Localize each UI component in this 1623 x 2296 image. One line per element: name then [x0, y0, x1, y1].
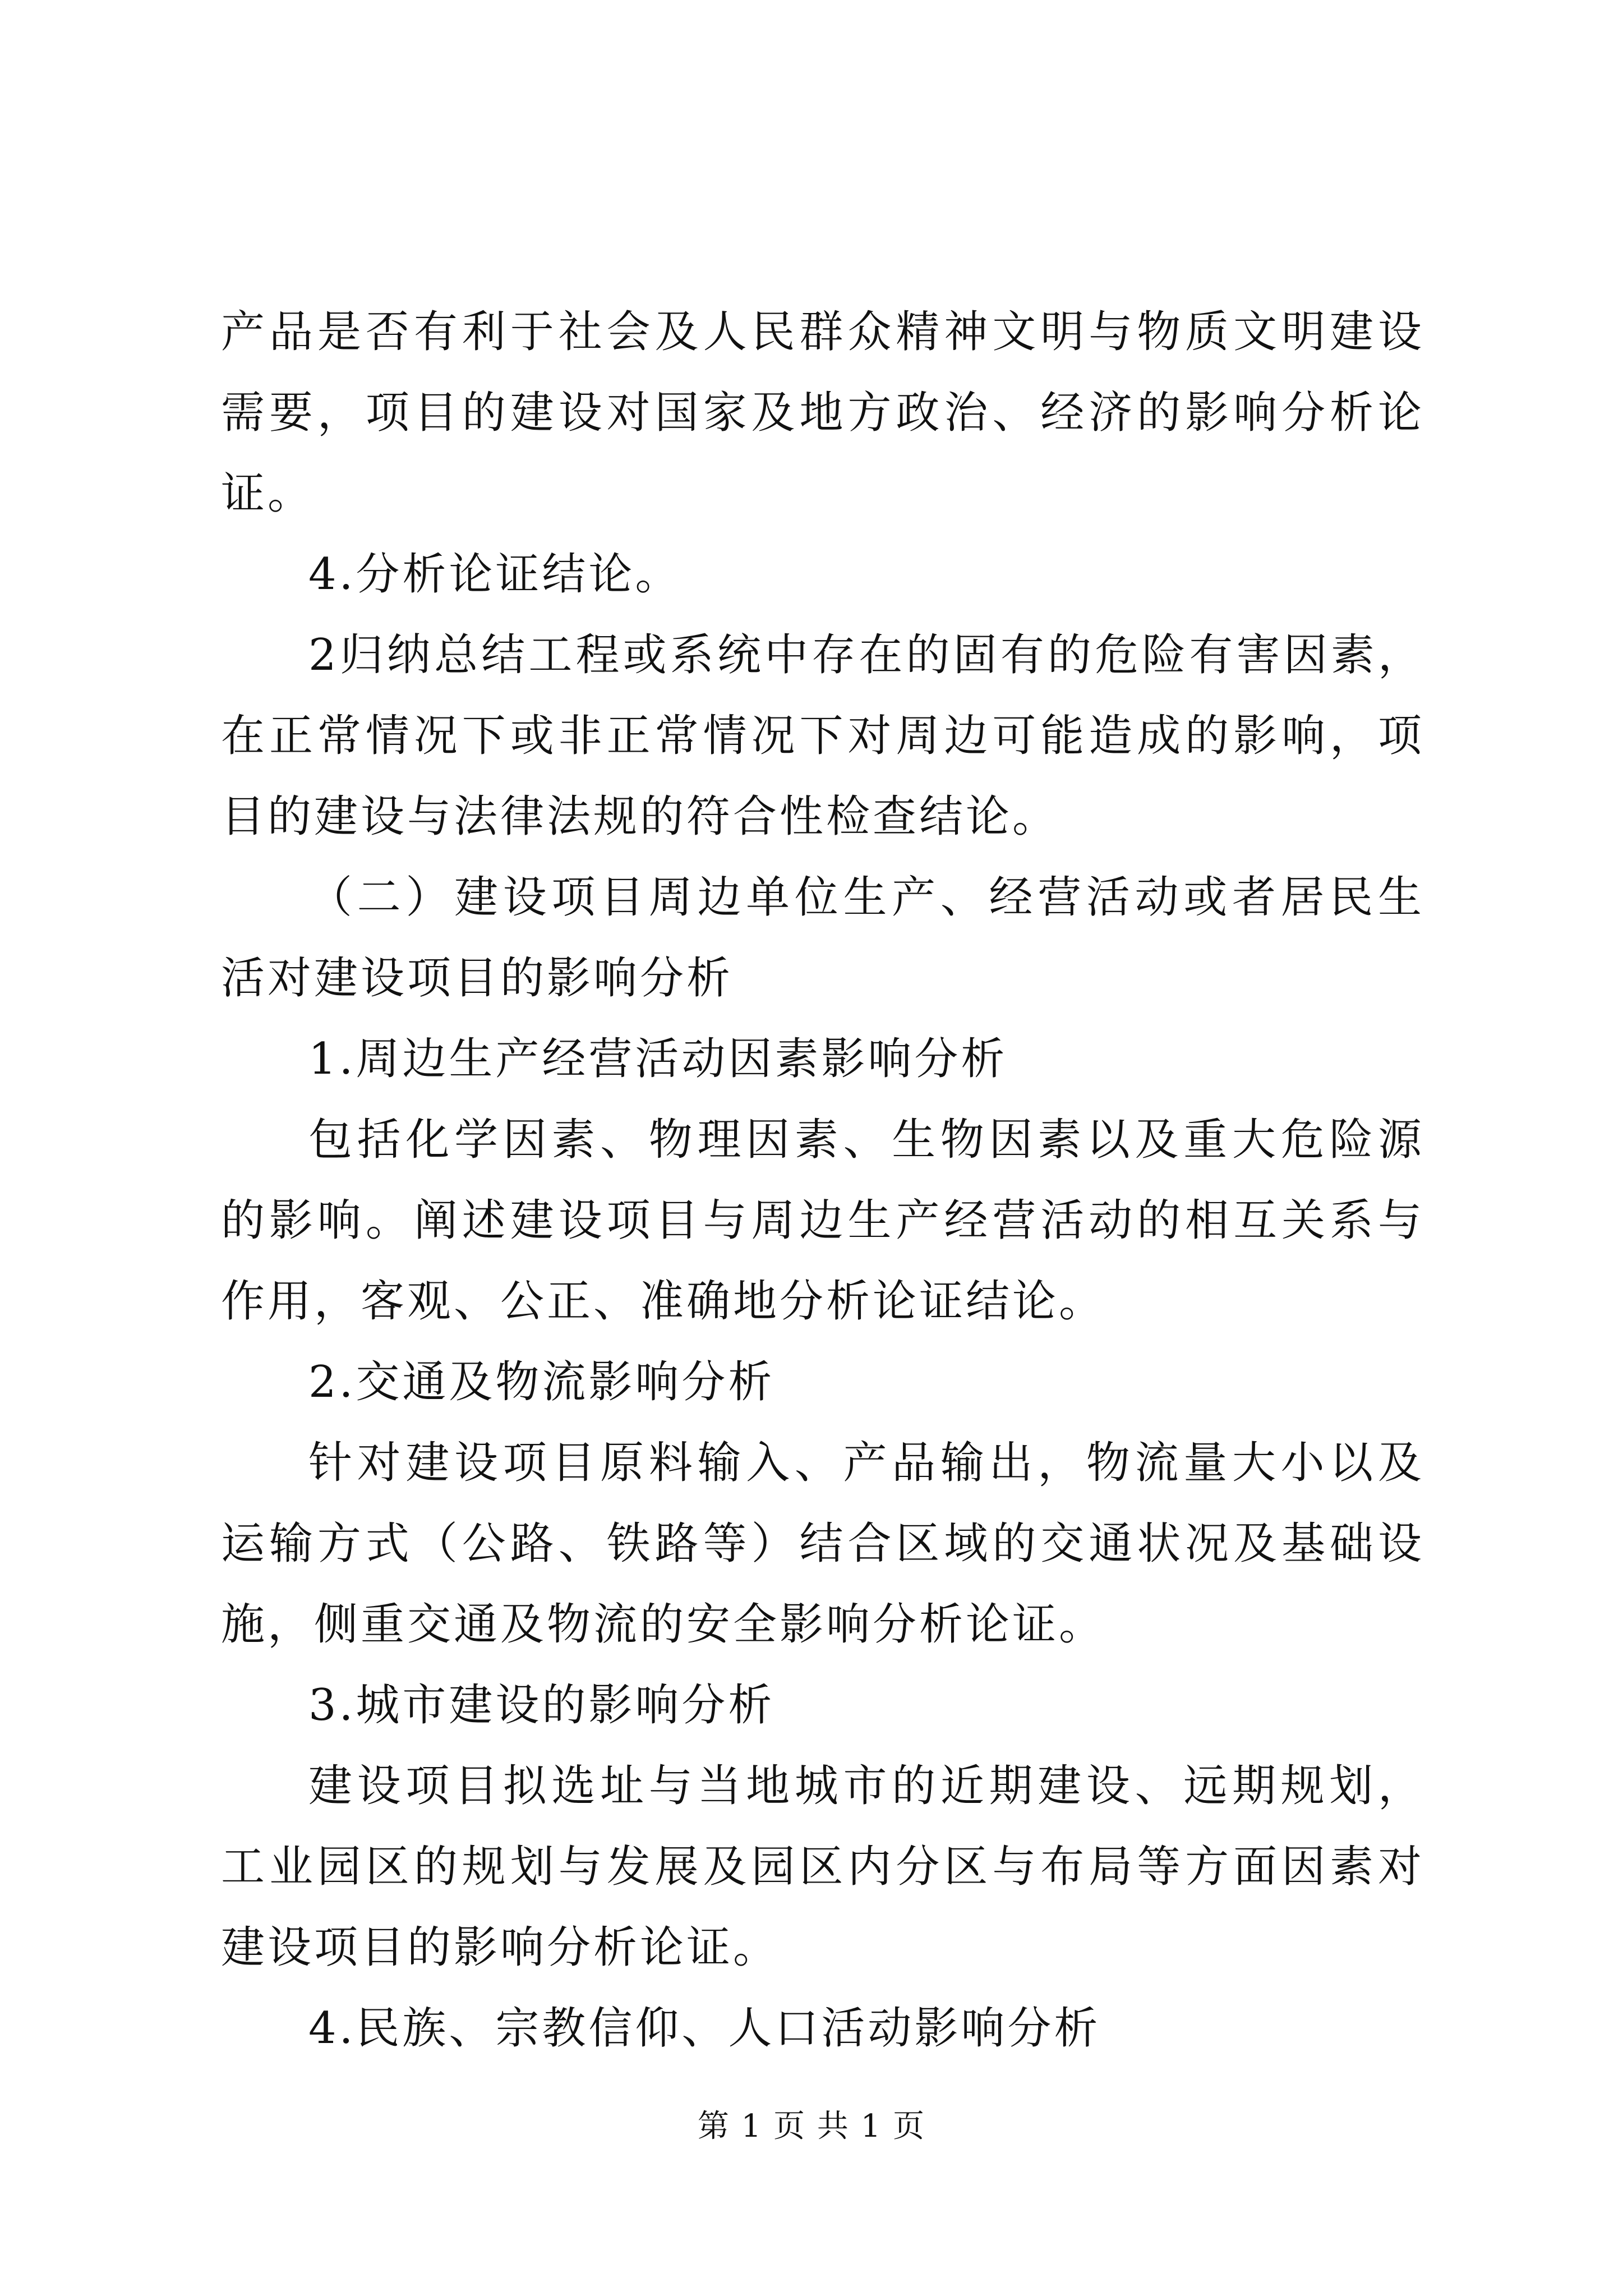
paragraph-traffic-logistics: 针对建设项目原料输入、产品输出，物流量大小以及运输方式（公路、铁路等）结合区域的交通状况及基础设施，侧重交通及物流的安全影响分析论证。 — [221, 1438, 1424, 1650]
section-heading-2: （二）建设项目周边单位生产、经营活动或者居民生活对建设项目的影响分析 — [221, 872, 1424, 1004]
subheading-1-surrounding-activities: 1.周边生产经营活动因素影响分析 — [308, 1034, 1008, 1084]
paragraph-urban-construction: 建设项目拟选址与当地城市的近期建设、远期规划，工业园区的规划与发展及园区内分区与布局等方面因素对建设项目的影响分析论证。 — [221, 1761, 1424, 1973]
subheading-4-ethnic-religion-population: 4.民族、宗教信仰、人口活动影响分析 — [308, 2003, 1101, 2054]
paragraph-continued-text: 产品是否有利于社会及人民群众精神文明与物质文明建设需要，项目的建设对国家及地方政治、经济的影响分析论证。 — [221, 307, 1424, 519]
paragraph-hazard-summary: 2归纳总结工程或系统中存在的固有的危险有害因素，在正常情况下或非正常情况下对周边可能造成的影响，项目的建设与法律法规的符合性检查结论。 — [221, 630, 1424, 842]
subheading-3-urban-construction: 3.城市建设的影响分析 — [308, 1680, 775, 1731]
paragraph-surrounding-factors: 包括化学因素、物理因素、生物因素以及重大危险源的影响。阐述建设项目与周边生产经营活动的相互关系与作用，客观、公正、准确地分析论证结论。 — [221, 1115, 1424, 1327]
subheading-2-traffic-logistics: 2.交通及物流影响分析 — [308, 1357, 775, 1407]
page-footer: 第 1 页 共 1 页 — [697, 2108, 926, 2145]
document-body — [221, 292, 1424, 2069]
paragraph-item-4-conclusion: 4.分析论证结论。 — [308, 549, 682, 600]
